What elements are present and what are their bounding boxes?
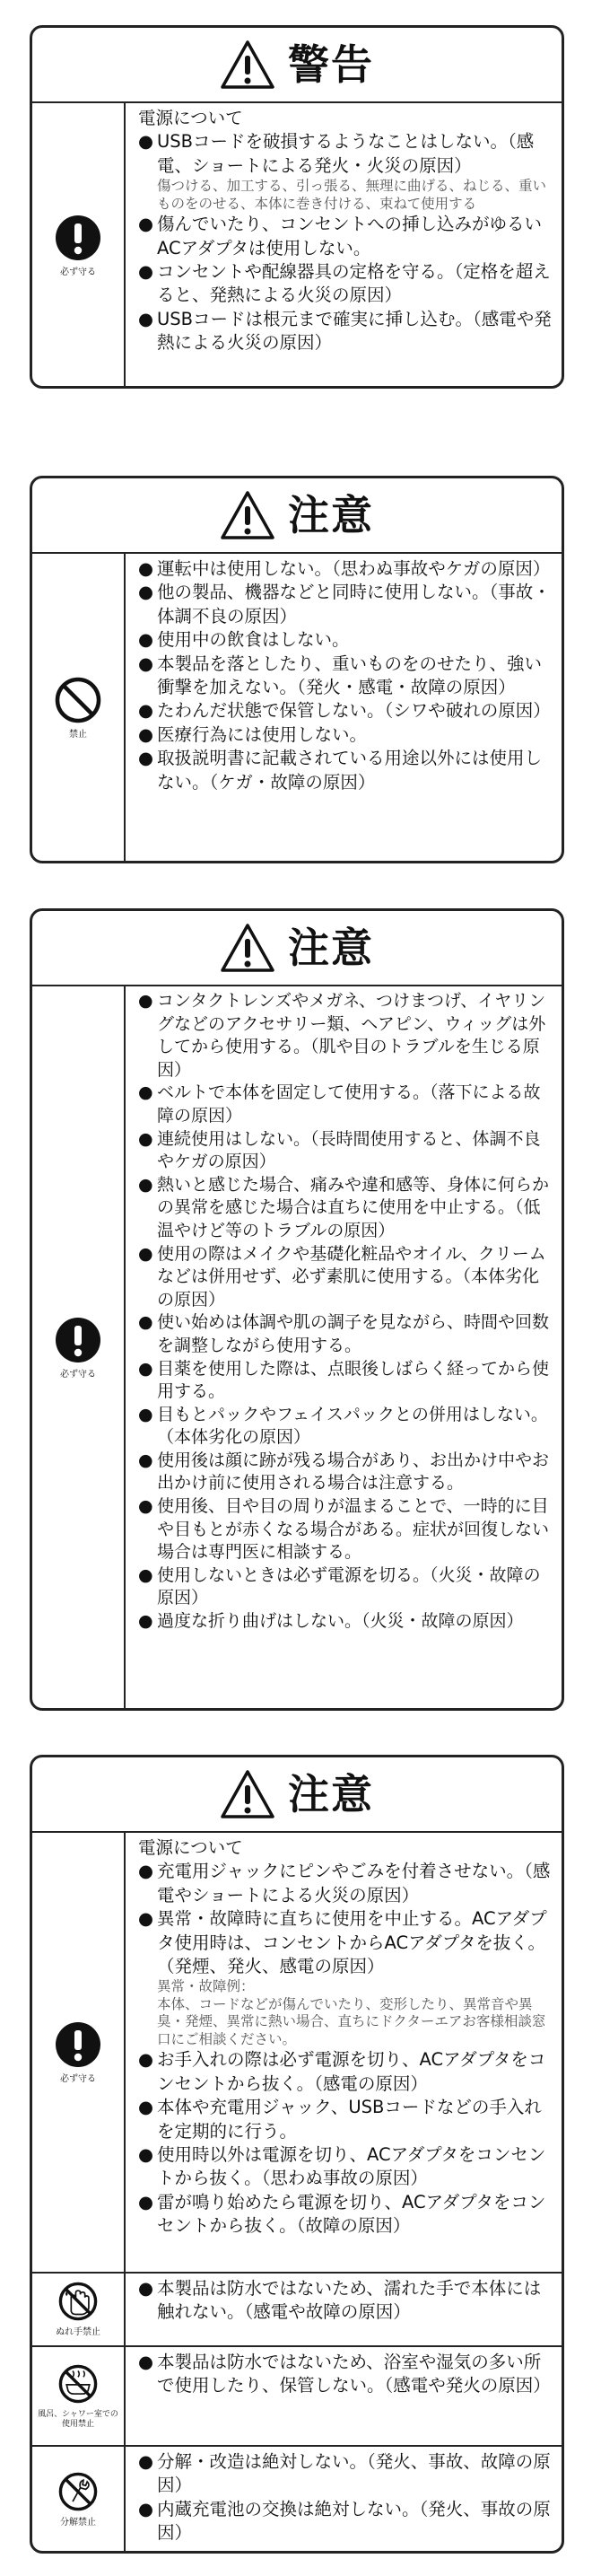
symbol-column bbox=[32, 2347, 126, 2445]
symbol-column bbox=[32, 1833, 126, 2272]
symbol-column bbox=[32, 2274, 126, 2345]
symbol-column bbox=[32, 103, 126, 388]
bullet-item: ● 本製品を落としたり、重いものをのせたり、強い衝撃を加えない。（発火・感電・故障の原因） bbox=[138, 653, 543, 698]
caution-triangle-icon bbox=[220, 39, 275, 90]
panel-row bbox=[32, 2272, 562, 2345]
bullet-item: ● ベルトで本体を固定して使用する。（落下による故障の原因） bbox=[138, 1082, 541, 1126]
panel-content bbox=[126, 2274, 562, 2345]
prohibited-icon bbox=[54, 676, 102, 724]
symbol-label: 風呂、シャワー室での使用禁止 bbox=[38, 2409, 118, 2429]
symbol-label: 必ず守る bbox=[60, 2073, 96, 2084]
panel-title: 注意 bbox=[288, 924, 374, 972]
caution-triangle-icon bbox=[220, 1769, 275, 1819]
bullet-item: ● 他の製品、機器などと同時に使用しない。（事故・体調不良の原因） bbox=[138, 582, 551, 626]
panel-content bbox=[126, 554, 562, 863]
panel-content bbox=[126, 986, 562, 1710]
section-heading: 電源について bbox=[138, 108, 243, 128]
mandatory-icon bbox=[54, 2020, 102, 2069]
symbol-column bbox=[32, 554, 126, 863]
bullet-item: ● 充電用ジャックにピンやごみを付着させない。（感電やショートによる火災の原因） bbox=[138, 1861, 551, 1906]
bullet-item: ● 連続使用はしない。（長時間使用すると、体調不良やケガの原因） bbox=[138, 1128, 541, 1172]
bullet-item: ● 使用中の飲食はしない。 bbox=[138, 629, 350, 651]
bullet-item: ● 熱いと感じた場合、痛みや違和感等、身体に何らかの異常を感じた場合は直ちに使用を中止する。（低温やけど等のトラブルの原因） bbox=[138, 1174, 550, 1240]
bullet-item: ● 異常・故障時に直ちに使用を中止する。ACアダプタ使用時は、コンセントからACアダプタを抜く。（発煙、発火、感電の原因） bbox=[138, 1908, 547, 1977]
panel-row bbox=[32, 2345, 562, 2445]
mandatory-icon bbox=[54, 214, 102, 262]
no-bathroom-icon bbox=[57, 2363, 99, 2405]
bullet-item: ● 雷が鳴り始めたら電源を切り、ACアダプタをコンセントから抜く。（故障の原因） bbox=[138, 2191, 546, 2237]
panel-content bbox=[126, 103, 562, 388]
symbol-column bbox=[32, 2447, 126, 2553]
panel-row bbox=[32, 554, 562, 863]
mandatory-icon bbox=[54, 1316, 102, 1364]
panel-row bbox=[32, 2445, 562, 2553]
symbol-label: ぬれ手禁止 bbox=[56, 2327, 100, 2337]
panel-title: 注意 bbox=[288, 491, 374, 539]
bullet-item: ● コンタクトレンズやメガネ、つけまつげ、イヤリングなどのアクセサリー類、ヘアピン、ウィッグは外してから使用する。（肌や目のトラブルを生じる原因） bbox=[138, 991, 546, 1080]
bullet-item: ● 目もとパックやフェイスパックとの併用はしない。（本体劣化の原因） bbox=[138, 1404, 548, 1448]
bullet-item: ● 目薬を使用した際は、点眼後しばらく経ってから使用する。 bbox=[138, 1358, 550, 1402]
bullet-item: ● コンセントや配線器具の定格を守る。（定格を超えると、発熱による火災の原因） bbox=[138, 261, 551, 306]
bullet-item: ● 過度な折り曲げはしない。（火災・故障の原因） bbox=[138, 1611, 524, 1632]
bullet-item: ● 使用後、目や目の周りが温まることで、一時的に目や目もとが赤くなる場合がある。症状が回復しない場合は専門医に相談する。 bbox=[138, 1496, 550, 1563]
caution-panel bbox=[30, 908, 564, 1711]
bullet-item: ● たわんだ状態で保管しない。（シワや破れの原因） bbox=[138, 700, 551, 722]
panel-header bbox=[32, 911, 562, 986]
panel-row bbox=[32, 103, 562, 388]
bullet-item: ● 使用しないときは必ず電源を切る。（火災・故障の原因） bbox=[138, 1564, 541, 1608]
bullet-item: ● 傷んでいたり、コンセントへの挿し込みがゆるいACアダプタは使用しない。 bbox=[138, 214, 543, 258]
section-heading: 電源について bbox=[138, 1837, 243, 1858]
symbol-label: 必ず守る bbox=[60, 1370, 96, 1380]
panel-title: 注意 bbox=[288, 1770, 374, 1818]
bullet-item: ● USBコードは根元まで確実に挿し込む。（感電や発熱による火災の原因） bbox=[138, 308, 552, 354]
symbol-label: 禁止 bbox=[69, 730, 87, 740]
bullet-item: ● 運転中は使用しない。（思わぬ事故やケガの原因） bbox=[138, 558, 551, 579]
panel-title: 警告 bbox=[288, 40, 374, 89]
bullet-item: ● 内蔵充電池の交換は絶対しない。（発火、事故の原因） bbox=[138, 2498, 551, 2544]
no-wet-hands-icon bbox=[57, 2281, 99, 2322]
bullet-item: ● 本製品は防水ではないため、濡れた手で本体には触れない。（感電や故障の原因） bbox=[138, 2278, 542, 2323]
symbol-label: 必ず守る bbox=[60, 267, 96, 277]
bullet-item: ● 使用後は顔に跡が残る場合があり、お出かけ中やお出かけ前に使用される場合は注意する。 bbox=[138, 1450, 550, 1494]
symbol-label: 分解禁止 bbox=[60, 2518, 96, 2528]
symbol-column bbox=[32, 986, 126, 1710]
bullet-item: ● 取扱説明書に記載されている用途以外には使用しない。（ケガ・故障の原因） bbox=[138, 748, 543, 793]
caution-triangle-icon bbox=[220, 490, 275, 540]
warning-panel bbox=[30, 25, 564, 389]
panel-header bbox=[32, 28, 562, 103]
caution-panel bbox=[30, 476, 564, 863]
panel-header bbox=[32, 478, 562, 554]
sub-note: 本体、コードなどが傷んでいたり、変形したり、異常音や異臭・発煙、異常に熱い場合、直ちにドクターエアお客様相談窓口にご相談ください。 bbox=[157, 1995, 546, 2047]
bullet-item: ● お手入れの際は必ず電源を切り、ACアダプタをコンセントから抜く。（感電の原因） bbox=[138, 2049, 546, 2094]
no-disassembly-icon bbox=[57, 2471, 99, 2512]
caution-panel bbox=[30, 1755, 564, 2554]
panel-header bbox=[32, 1757, 562, 1833]
panel-row bbox=[32, 986, 562, 1710]
sub-note: 傷つける、加工する、引っ張る、無理に曲げる、ねじる、重いものをのせる、本体に巻き付ける、束ねて使用する bbox=[157, 178, 547, 212]
bullet-item: ● 本製品は防水ではないため、浴室や湿気の多い所で使用したり、保管しない。（感電や発火の原因） bbox=[138, 2352, 551, 2396]
sub-note: 異常・故障例： bbox=[157, 1978, 255, 1995]
bullet-item: ● USBコードを破損するようなことはしない。（感電、ショートによる発火・火災の原因） bbox=[138, 131, 535, 176]
bullet-item: ● 分解・改造は絶対しない。（発火、事故、故障の原因） bbox=[138, 2451, 551, 2496]
panel-content bbox=[126, 2347, 562, 2445]
bullet-item: ● 本体や充電用ジャック、USBコードなどの手入れを定期的に行う。 bbox=[138, 2097, 542, 2142]
bullet-item: ● 医療行為には使用しない。 bbox=[138, 723, 368, 745]
panel-content bbox=[126, 2447, 562, 2553]
panel-row bbox=[32, 1833, 562, 2272]
bullet-item: ● 使用の際はメイクや基礎化粧品やオイル、クリームなどは併用せず、必ず素肌に使用する。（本体劣化の原因） bbox=[138, 1243, 546, 1310]
caution-triangle-icon bbox=[220, 923, 275, 973]
bullet-item: ● 使い始めは体調や肌の調子を見ながら、時間や回数を調整しながら使用する。 bbox=[138, 1312, 550, 1355]
panel-content bbox=[126, 1833, 562, 2272]
bullet-item: ● 使用時以外は電源を切り、ACアダプタをコンセントから抜く。（思わぬ事故の原因） bbox=[138, 2144, 546, 2189]
